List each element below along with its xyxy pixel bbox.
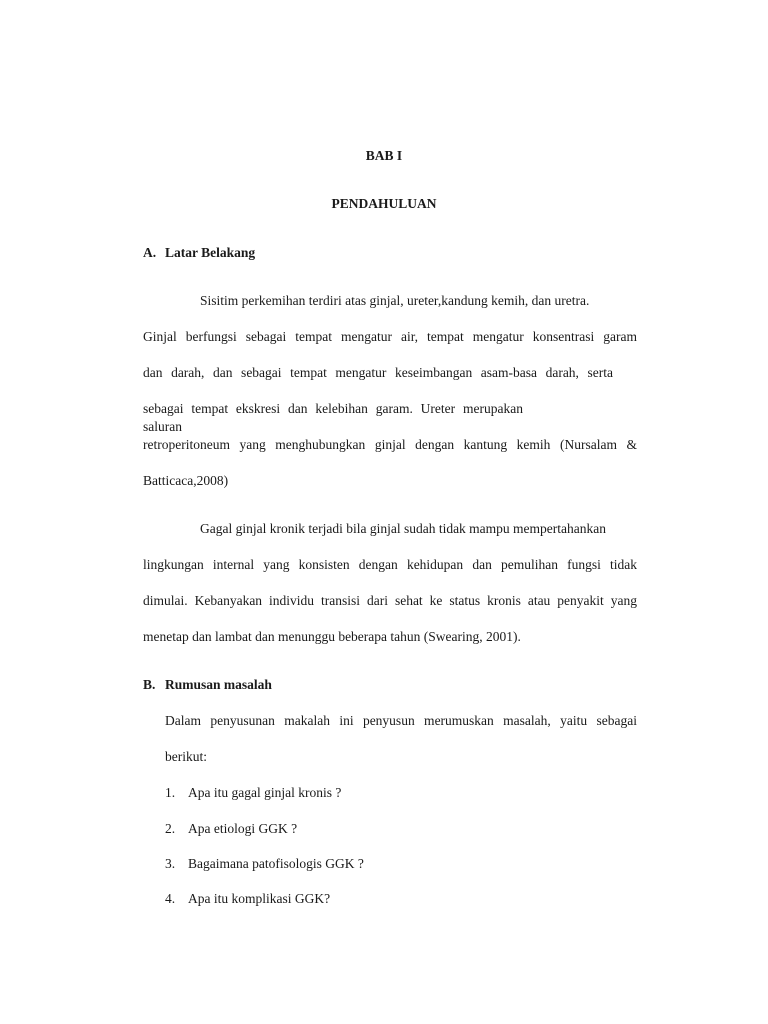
list-item-number: 4.	[165, 891, 176, 906]
para2-line-2: lingkungan internal yang konsisten dengan kehidupan dan pemulihan fungsi tidak	[143, 557, 637, 572]
section-b-intro-line-1: Dalam penyusunan makalah ini penyusun merumuskan masalah, yaitu sebagai	[165, 713, 637, 728]
para1-line-6: Batticaca,2008)	[143, 473, 229, 488]
section-b-heading: Rumusan masalah	[165, 677, 272, 692]
section-a-heading: Latar Belakang	[165, 245, 256, 260]
para2-line-4: menetap dan lambat dan menunggu beberapa tahun (Swearing, 2001).	[143, 629, 521, 644]
list-item-number: 3.	[165, 856, 176, 871]
section-a-marker: A.	[143, 245, 157, 260]
chapter-title: PENDAHULUAN	[331, 196, 437, 211]
list-item-text: Apa itu gagal ginjal kronis ?	[188, 785, 342, 800]
section-b-intro-line-2: berikut:	[165, 749, 207, 764]
para1-line-4: sebagai tempat ekskresi dan kelebihan garam. Ureter merupakan saluran	[143, 401, 523, 434]
para2-line-3: dimulai. Kebanyakan individu transisi dari sehat ke status kronis atau penyakit yang	[143, 593, 637, 608]
para1-line-1: Sisitim perkemihan terdiri atas ginjal, ureter,kandung kemih, dan uretra.	[200, 293, 590, 308]
list-item-number: 2.	[165, 821, 176, 836]
list-item-number: 1.	[165, 785, 176, 800]
para1-line-3: dan darah, dan sebagai tempat mengatur keseimbangan asam-basa darah, serta	[143, 365, 613, 380]
para1-line-5: retroperitoneum yang menghubungkan ginjal dengan kantung kemih (Nursalam &	[143, 437, 637, 452]
list-item-text: Apa itu komplikasi GGK?	[188, 891, 331, 906]
para1-line-2: Ginjal berfungsi sebagai tempat mengatur air, tempat mengatur konsentrasi garam	[143, 329, 637, 344]
section-b-marker: B.	[143, 677, 156, 692]
list-item-text: Apa etiologi GGK ?	[188, 821, 298, 836]
chapter-number: BAB I	[365, 148, 403, 163]
list-item-text: Bagaimana patofisologis GGK ?	[188, 856, 364, 871]
para2-line-1: Gagal ginjal kronik terjadi bila ginjal sudah tidak mampu mempertahankan	[200, 521, 607, 536]
